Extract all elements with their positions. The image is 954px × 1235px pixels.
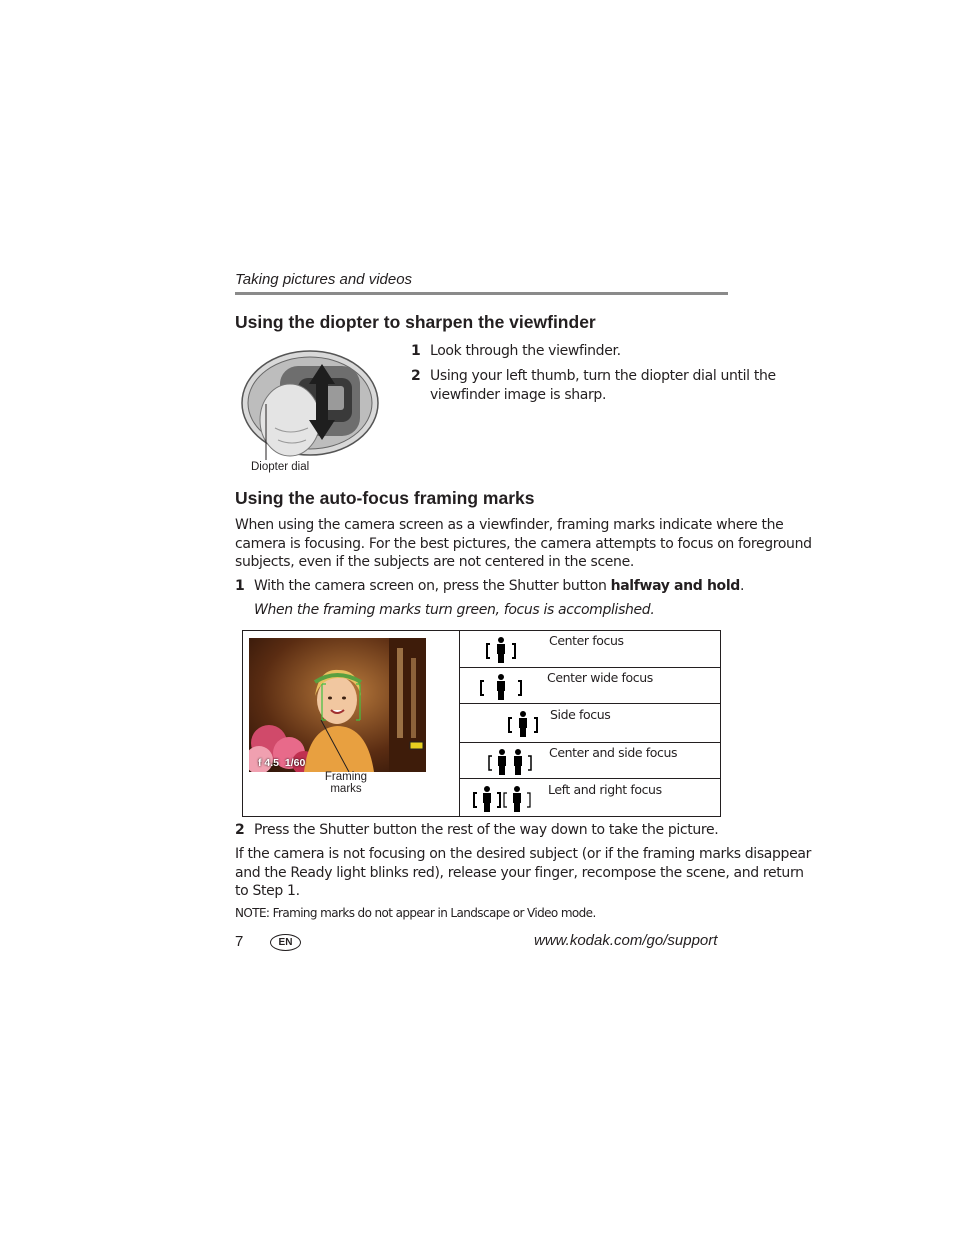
support-url[interactable]: www.kodak.com/go/support xyxy=(534,932,718,949)
diopter-heading: Using the diopter to sharpen the viewfinder xyxy=(235,312,596,332)
side-focus-icon xyxy=(508,710,538,743)
diopter-step-2: 2 Using your left thumb, turn the diopter dial until the viewfinder image is sharp. xyxy=(411,368,776,403)
center-wide-focus-icon xyxy=(479,673,523,706)
mark-label: Center focus xyxy=(549,633,624,648)
autofocus-intro: When using the camera screen as a viewfinder, framing marks indicate where the camera is focusing. For the best pictures, the camera attempts to focus on foreground subjects, even if the subjects are not centered in the scene. xyxy=(235,517,812,570)
center-side-focus-icon xyxy=(488,748,532,781)
framing-marks-label: Framing marks xyxy=(324,771,368,795)
header-rule xyxy=(235,292,728,295)
battery-icon xyxy=(410,742,423,749)
language-badge: EN xyxy=(270,934,301,951)
camera-screen-photo xyxy=(249,638,426,772)
page-number: 7 xyxy=(235,933,244,950)
autofocus-heading: Using the auto-focus framing marks xyxy=(235,488,535,508)
mark-label: Center and side focus xyxy=(549,745,678,760)
mark-label: Center wide focus xyxy=(547,670,653,685)
camera-diopter-illustration xyxy=(240,348,382,460)
left-right-focus-icon xyxy=(473,785,533,818)
refocus-paragraph: If the camera is not focusing on the desired subject (or if the framing marks disappear and the Ready light blinks red), release your finger, recompose the scene, and return to Step 1. xyxy=(235,846,811,899)
note-text: NOTE: Framing marks do not appear in Landscape or Video mode. xyxy=(235,906,596,920)
diopter-figure xyxy=(240,348,382,460)
exposure-readout: f 4.5 1/60 xyxy=(258,757,306,769)
diopter-dial-label: Diopter dial xyxy=(251,461,310,473)
mark-label: Side focus xyxy=(550,707,611,722)
center-focus-icon xyxy=(486,636,516,669)
section-header: Taking pictures and videos xyxy=(235,271,413,288)
autofocus-step-1-note: When the framing marks turn green, focus is accomplished. xyxy=(254,602,655,618)
mark-label: Left and right focus xyxy=(548,782,662,797)
